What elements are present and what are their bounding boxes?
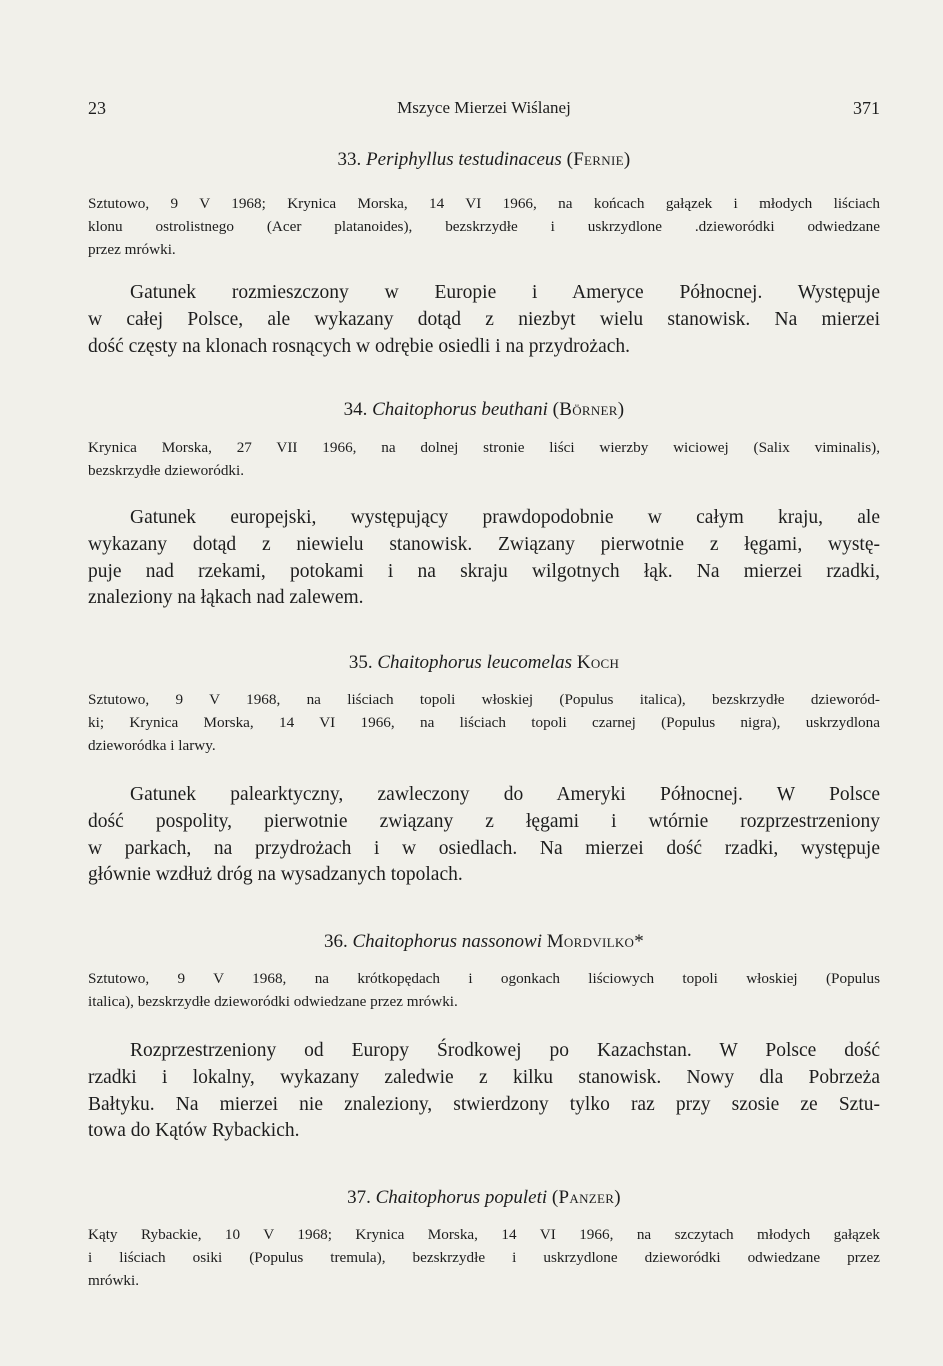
entry-36 — [88, 930, 880, 954]
species-author: Koch — [576, 652, 620, 673]
entry-33-record — [88, 192, 880, 261]
running-title: Mszyce Mierzei Wiślanej — [397, 98, 571, 117]
record-line: Krynica Morska, 27 VII 1966, na dolnej stronie liści wierzby wiciowej (Salix viminalis), — [88, 439, 880, 456]
remark-line: znaleziony na łąkach nad zalewem. — [88, 587, 364, 609]
record-line: bezskrzydłe dzieworódki. — [88, 462, 245, 479]
entry-33-remark — [88, 280, 880, 360]
species-author: (Börner) — [552, 399, 625, 420]
remark-line: Bałtyku. Na mierzei nie znaleziony, stwierdzony tylko raz przy szosie ze Sztu- — [88, 1093, 880, 1115]
entry-36-remark — [88, 1038, 880, 1145]
entry-34-remark — [88, 505, 880, 612]
page-number: 371 — [853, 98, 880, 118]
remark-line: wykazany dotąd z niewielu stanowisk. Związany pierwotnie z łęgami, wystę- — [88, 533, 880, 555]
record-line: i liściach osiki (Populus tremula), bezskrzydłe i uskrzydlone dzieworódki odwiedzane przez — [88, 1249, 880, 1266]
page-header — [88, 98, 880, 122]
entry-heading: 36. Chaitophorus nassonowi Mordvilko* — [323, 931, 645, 952]
species-name: Chaitophorus nassonowi — [352, 931, 542, 952]
record-line: Kąty Rybackie, 10 V 1968; Krynica Morska, 14 VI 1966, na szczytach młodych gałązek — [88, 1226, 880, 1243]
entry-35 — [88, 651, 880, 675]
entry-heading: 35. Chaitophorus leucomelas Koch — [348, 652, 620, 673]
species-name: Chaitophorus beuthani — [372, 399, 548, 420]
remark-line: dość częsty na klonach rosnących w odrębie osiedli i na przydrożach. — [88, 335, 631, 357]
remark-line: dość pospolity, pierwotnie związany z łęgami i wtórnie rozprzestrzeniony — [88, 810, 880, 832]
record-line: Sztutowo, 9 V 1968, na liściach topoli włoskiej (Populus italica), bezskrzydłe dzieworód- — [88, 691, 880, 708]
species-name: Chaitophorus populeti — [375, 1187, 548, 1208]
header-left-number: 23 — [88, 98, 106, 118]
remark-line: Gatunek rozmieszczony w Europie i Ameryce Północnej. Występuje — [130, 282, 880, 303]
record-line: mrówki. — [88, 1272, 140, 1289]
remark-line: Gatunek palearktyczny, zawleczony do Ameryki Północnej. W Polsce — [130, 784, 880, 805]
entry-34 — [88, 398, 880, 422]
entry-35-record — [88, 688, 880, 757]
remark-line: towa do Kątów Rybackich. — [88, 1120, 300, 1142]
entry-heading: 33. Periphyllus testudinaceus (Fernie) — [337, 149, 631, 170]
entry-heading: 37. Chaitophorus populeti (Panzer) — [347, 1187, 621, 1208]
remark-line: Rozprzestrzeniony od Europy Środkowej po Kazachstan. W Polsce dość — [130, 1040, 880, 1061]
species-name: Periphyllus testudinaceus — [366, 149, 562, 170]
record-line: klonu ostrolistnego (Acer platanoides), bezskrzydłe i uskrzydlone .dzieworódki odwiedzane — [88, 218, 880, 235]
species-author: Mordvilko* — [546, 931, 645, 952]
record-line: przez mrówki. — [88, 241, 176, 258]
entry-37 — [88, 1186, 880, 1210]
species-name: Chaitophorus leucomelas — [377, 652, 573, 673]
entry-heading: 34. Chaitophorus beuthani (Börner) — [343, 399, 625, 420]
remark-line: w całej Polsce, ale wykazany dotąd z niezbyt wielu stanowisk. Na mierzei — [88, 308, 880, 330]
entry-33 — [88, 148, 880, 172]
entry-35-remark — [88, 782, 880, 889]
entry-34-record — [88, 436, 880, 482]
record-line: Sztutowo, 9 V 1968, na krótkopędach i ogonkach liściowych topoli włoskiej (Populus — [88, 970, 880, 987]
remark-line: puje nad rzekami, potokami i na skraju wilgotnych łąk. Na mierzei rzadki, — [88, 560, 880, 582]
species-author: (Panzer) — [551, 1187, 621, 1208]
species-author: (Fernie) — [566, 149, 631, 170]
record-line: dzieworódka i larwy. — [88, 737, 216, 754]
record-line: italica), bezskrzydłe dzieworódki odwiedzane przez mrówki. — [88, 993, 458, 1010]
remark-line: Gatunek europejski, występujący prawdopodobnie w całym kraju, ale — [130, 507, 880, 528]
entry-36-record — [88, 967, 880, 1013]
record-line: ki; Krynica Morska, 14 VI 1966, na liściach topoli czarnej (Populus nigra), uskrzydlona — [88, 714, 880, 731]
remark-line: głównie wzdłuż dróg na wysadzanych topolach. — [88, 864, 463, 886]
remark-line: rzadki i lokalny, wykazany zaledwie z kilku stanowisk. Nowy dla Pobrzeża — [88, 1066, 880, 1088]
entry-37-record — [88, 1223, 880, 1292]
remark-line: w parkach, na przydrożach i w osiedlach. Na mierzei dość rzadki, występuje — [88, 837, 880, 859]
record-line: Sztutowo, 9 V 1968; Krynica Morska, 14 VI 1966, na końcach gałązek i młodych liściach — [88, 195, 880, 212]
